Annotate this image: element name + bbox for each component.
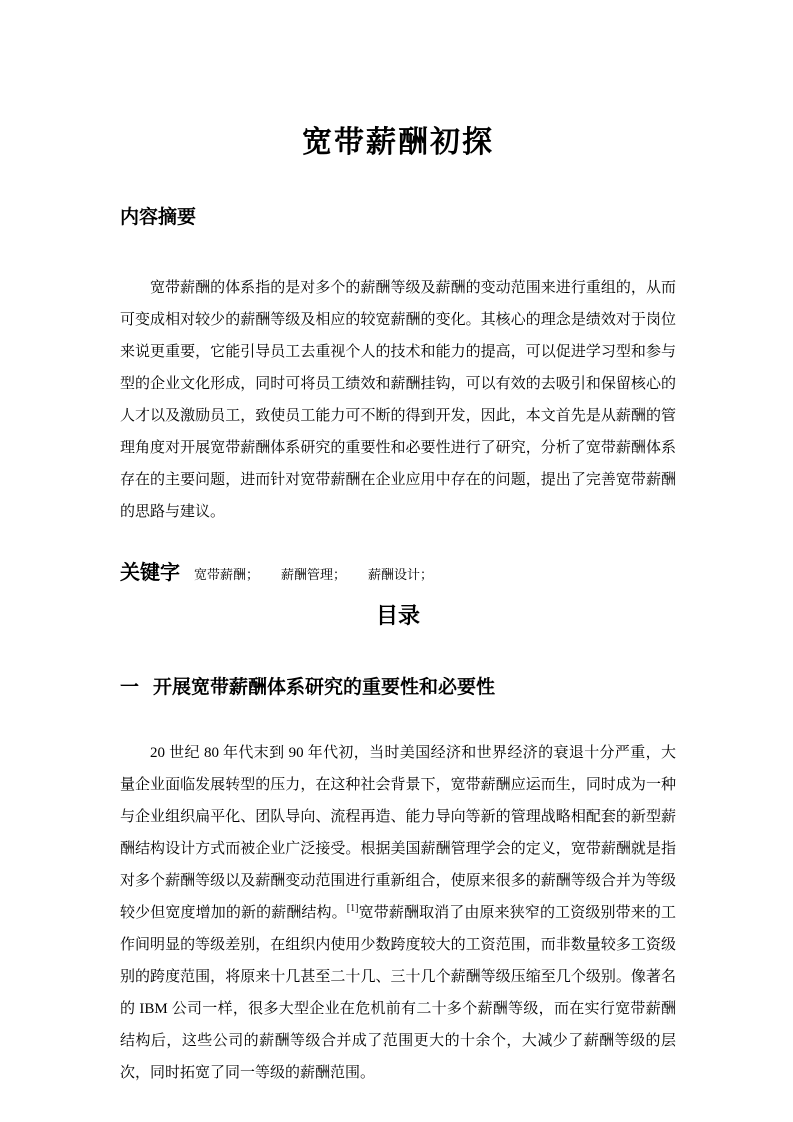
keywords-label: 关键字 bbox=[120, 562, 180, 584]
keyword-item: 薪酬设计； bbox=[368, 567, 434, 582]
section-1-heading bbox=[120, 675, 676, 701]
abstract-heading: 内容摘要 bbox=[120, 207, 197, 228]
keyword-item: 宽带薪酬； bbox=[194, 567, 260, 582]
paragraph-text-after-citation: 宽带薪酬取消了由原来狭窄的工资级别带来的工作间明显的等级差别，在组织内使用少数跨度较大的工资范围，而非数量较多工资级别的跨度范围，将原来十几甚至二十几、三十几个薪酬等级压缩至几个级别。像著名的 IBM 公司一样，很多大型企业在危机前有二十多个薪酬等级，而在实行宽带薪酬结构后，这些公司的薪酬等级合并成了范围更大的十余个，大减少了薪酬等级的层次，同时拓宽了同一等级的薪酬范围。 bbox=[120, 905, 676, 1081]
document-title: 宽带薪酬初探 bbox=[302, 126, 494, 159]
citation-ref-1: [1] bbox=[346, 903, 359, 914]
paragraph-text-before-citation: 20 世纪 80 年代末到 90 年代初，当时美国经济和世界经济的衰退十分严重，大量企业面临发展转型的压力，在这种社会背景下，宽带薪酬应运而生，同时成为一种与企业组织扁平化、团队导向、流程再造、能力导向等新的管理战略相配套的新型薪酬结构设计方式而被企业广泛接受。根据美国薪酬管理学会的定义，宽带薪酬就是指对多个薪酬等级以及薪酬变动范围进行重新组合，使原来很多的薪酬等级合并为等级较少但宽度增加的新的薪酬结构。 bbox=[120, 745, 676, 921]
keyword-item: 薪酬管理； bbox=[281, 567, 347, 582]
section-1-title: 开展宽带薪酬体系研究的重要性和必要性 bbox=[153, 677, 496, 698]
toc-heading: 目录 bbox=[375, 603, 420, 628]
section-1-paragraph bbox=[120, 737, 676, 1089]
abstract-paragraph: 宽带薪酬的体系指的是对多个的薪酬等级及薪酬的变动范围来进行重组的，从而可变成相对较少的薪酬等级及相应的较宽薪酬的变化。其核心的理念是绩效对于岗位来说更重要，它能引导员工去重视个人的技术和能力的提高，可以促进学习型和参与型的企业文化形成，同时可将员工绩效和薪酬挂钩，可以有效的去吸引和保留核心的人才以及激励员工，致使员工能力可不断的得到开发，因此，本文首先是从薪酬的管理角度对开展宽带薪酬体系研究的重要性和必要性进行了研究，分析了宽带薪酬体系存在的主要问题，进而针对宽带薪酬在企业应用中存在的问题，提出了完善宽带薪酬的思路与建议。 bbox=[120, 280, 676, 520]
keywords-line bbox=[120, 556, 676, 585]
section-1-number: 一 bbox=[120, 677, 140, 698]
